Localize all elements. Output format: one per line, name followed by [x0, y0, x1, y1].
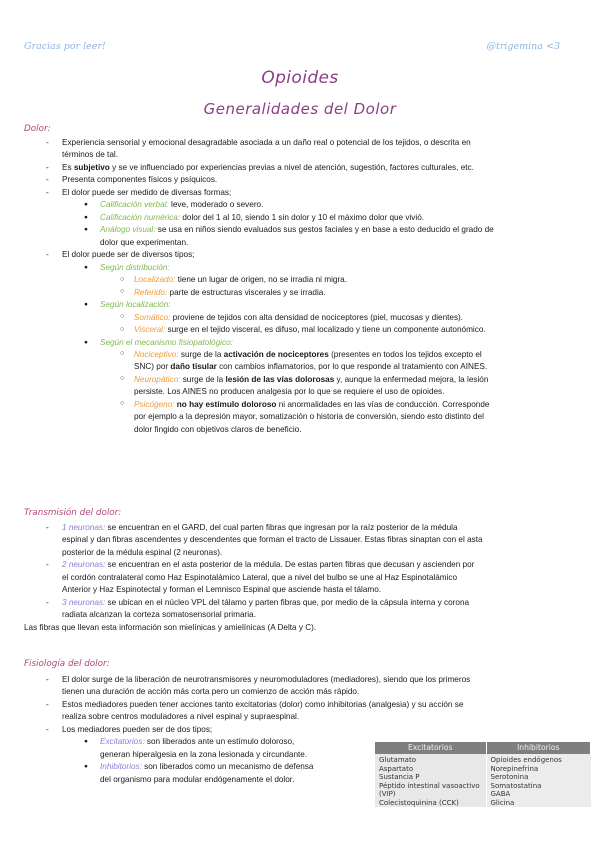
text: y se ve influenciado por experiencias previas a nivel de atención, sugestión, factores culturales, etc. — [109, 162, 474, 172]
term: Excitatorios: — [100, 737, 145, 747]
term: Visceral: — [134, 325, 166, 335]
list-item — [24, 299, 576, 311]
text: proviene de tejidos con alta densidad de nociceptores (piel, mucosas y dientes). — [170, 312, 464, 322]
term: 3 neuronas: — [62, 597, 106, 607]
list-item — [24, 262, 576, 274]
text: El dolor surge de la liberación de neurotransmisores y neuromoduladores (mediadores), siendo que los primeros — [62, 675, 471, 684]
term: Inhibitorios: — [100, 762, 142, 772]
text: y, aunque la enfermedad mejora, la lesión — [334, 374, 489, 384]
text: ni anormalidades en las vías de conducción. Corresponde — [276, 399, 490, 409]
list-item — [24, 597, 576, 622]
term: Análogo visual: — [100, 225, 156, 235]
list-item — [24, 522, 576, 559]
term: Psicógeno: — [134, 399, 175, 409]
list-item — [24, 199, 576, 211]
list-item: - Presenta componentes físicos y psíquicos. — [24, 174, 576, 186]
section-transmision — [24, 522, 576, 634]
section-heading-fisiologia: Fisiología del dolor: — [24, 659, 110, 669]
bold-text: no hay estímulo doloroso — [174, 399, 277, 409]
list-item — [24, 274, 576, 286]
text: surge de la — [180, 374, 226, 384]
text: dolor fingido con objetivos claros de beneficio. — [134, 424, 302, 434]
term: Localizado: — [134, 275, 176, 285]
table-cell: Glicina — [490, 798, 515, 807]
table-cell: Somatostatina — [490, 781, 542, 790]
list-item — [24, 312, 576, 324]
excitatorios-column — [375, 754, 486, 807]
text: Estos mediadores pueden tener acciones tanto excitatorias (dolor) como inhibitorias (analgesia) y su acción se — [62, 699, 464, 709]
text: radiata alcanzan la corteza somatosensorial primaria. — [62, 610, 256, 620]
section-heading-transmision: Transmisión del dolor: — [24, 508, 122, 518]
table-cell: GABA — [490, 790, 511, 799]
paragraph: Las fibras que llevan esta información son mielínicas y amielínicas (A Delta y C). — [24, 622, 317, 632]
header-author-handle: @trigemina <3 — [486, 41, 560, 52]
text: se ubican en el núcleo VPL del tálamo y parten fibras que, por medio de la cápsula interna y corona — [105, 597, 470, 607]
list-item: - El dolor puede ser de diversos tipos; — [24, 249, 576, 261]
page-title: Opioides — [261, 68, 339, 88]
text: se usa en niños siendo evaluados sus gestos faciales y en base a esto deducido el grado de — [155, 225, 494, 235]
text: Es — [62, 162, 74, 172]
text: por ejemplo a la depresión mayor, somatización o historia de conversión, siendo esto distinto del — [134, 412, 484, 422]
list-item — [24, 349, 576, 374]
header-left-note: Gracias por leer! — [24, 41, 106, 52]
bold-text: daño tisular — [170, 362, 217, 372]
table-cell: Opioides endógenos — [490, 756, 562, 765]
term: Somático: — [134, 312, 171, 322]
list-item: - Los mediadores pueden ser de dos tipos; — [24, 724, 576, 736]
text: leve, moderado o severo. — [168, 200, 264, 210]
text: parte de estructuras viscerales y se irradia. — [167, 287, 326, 297]
list-item — [24, 674, 576, 699]
text: realiza sobre centros moduladores a nivel espinal y supraespinal. — [62, 712, 300, 722]
text: se encuentran en el GARD, del cual parten fibras que ingresan por la raíz posterior de la médula — [105, 523, 458, 532]
term: 1 neuronas: — [62, 523, 106, 532]
table-cell: Aspartato — [379, 764, 414, 773]
text: (presentes en todos los tejidos excepto el — [328, 349, 482, 359]
text: posterior de la médula espinal (2 neuronas). — [62, 547, 223, 557]
mediators-table — [375, 742, 591, 807]
table-cell: Colecistoquinina (CCK) — [379, 798, 459, 807]
text: el cordón contralateral como Haz Espinotalámico Lateral, que a nivel del bulbo se une al Haz Espinotalámico — [62, 572, 458, 582]
text: del organismo para modular endógenamente el dolor. — [100, 774, 295, 784]
text: Anterior y Haz Espinotectal y forman el Lemnisco Espinal que asciende hasta el tálamo. — [62, 585, 382, 595]
term: Neuropático: — [134, 374, 181, 384]
text: son liberados como un mecanismo de defensa — [141, 762, 314, 772]
text: surge de la — [178, 349, 224, 359]
term: Según el mecanismo fisiopatológico: — [100, 337, 233, 347]
definition-text: Experiencia sensorial y emocional desagradable asociada a un daño real o potencial de los tejidos, o descrita en — [62, 138, 471, 147]
list-item — [24, 287, 576, 299]
list-item: - El dolor puede ser medido de diversas formas; — [24, 187, 576, 199]
text: son liberados ante un estímulo doloroso, — [144, 737, 295, 747]
term: Nociceptivo: — [134, 349, 179, 359]
list-item — [24, 162, 576, 174]
table-cell: Péptido intestinal vasoactivo — [379, 781, 480, 790]
text: surge en el tejido visceral, es difuso, mal localizado y tiene un componente autonómico. — [165, 325, 486, 335]
list-item — [24, 399, 576, 436]
term: Referido: — [134, 287, 168, 297]
list-item — [24, 699, 576, 724]
text: se encuentran en el asta posterior de la médula. De estas parten fibras que decusan y ascienden por — [105, 560, 475, 570]
term: Según distribución: — [100, 262, 170, 272]
list-item — [24, 212, 576, 224]
term: Calificación verbal: — [100, 200, 169, 210]
section-dolor — [24, 137, 576, 436]
term: Calificación numérica: — [100, 212, 181, 222]
text: tiene un lugar de origen, no se irradia ni migra. — [175, 275, 348, 285]
list-item — [24, 559, 576, 596]
table-cell: Norepinefrina — [490, 764, 539, 773]
table-cell: (VIP) — [379, 790, 396, 799]
list-item — [24, 137, 576, 162]
list-item — [24, 324, 576, 336]
bold-text: lesión de las vías dolorosas — [225, 374, 335, 384]
text: persiste. Los AINES no producen analgesia por lo que se requiere el uso de opioides. — [134, 387, 445, 397]
list-item — [24, 224, 576, 249]
table-cell: Glutamato — [379, 756, 416, 765]
text: dolor que experimentan. — [100, 237, 189, 247]
definition-text-cont: términos de tal. — [62, 150, 118, 160]
term: Según localización: — [100, 300, 171, 310]
table-cell: Sustancia P — [379, 773, 420, 782]
list-item — [24, 374, 576, 399]
text: tienen una duración de acción más corta pero un comienzo de acción más rápido. — [62, 687, 360, 697]
table-header-inhibitorios: Inhibitorios — [486, 742, 591, 754]
text: dolor del 1 al 10, siendo 1 sin dolor y 10 el máximo dolor que vivió. — [180, 212, 425, 222]
term: 2 neuronas: — [62, 560, 106, 570]
text: SNC) por — [134, 362, 171, 372]
section-heading-dolor: Dolor: — [24, 124, 51, 134]
inhibitorios-column — [486, 754, 591, 807]
text: espinal y dan fibras ascendentes y descendentes que forman el tracto de Lissauer. Estas fibras sinaptan con el asta — [62, 535, 483, 545]
text: con cambios inflamatorios, por lo que responde al tratamiento con AINES. — [216, 362, 488, 372]
table-header-excitatorios: Excitatorios — [375, 742, 486, 754]
list-item — [24, 337, 576, 349]
page-subtitle: Generalidades del Dolor — [203, 100, 397, 118]
table-cell: Serotonina — [490, 773, 529, 782]
bold-text: activación de nociceptores — [223, 349, 329, 359]
text: generan hiperalgesia en la zona lesionada y circundante. — [100, 749, 308, 759]
bold-text: subjetivo — [73, 162, 110, 172]
